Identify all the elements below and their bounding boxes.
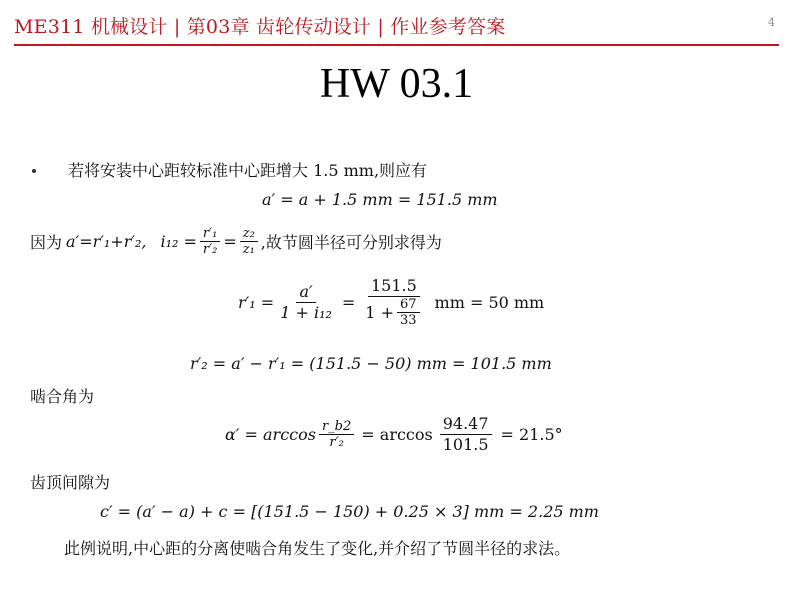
intro-text: 若将安装中心距较标准中心距增大 1.5 mm,则应有 [68, 161, 428, 180]
eq3-fraction-symbolic-numerator: a′ [296, 282, 315, 303]
eq5-fraction-symbolic-denominator: r′₂ [329, 435, 344, 450]
ratio-line-radius-sum: a′=r′₁+r′₂, [66, 232, 147, 251]
equation-clearance: c′ = (a′ − a) + c = [(151.5 − 150) + 0.25 × 3] mm = 2.25 mm [100, 502, 599, 521]
eq3-denominator-prefix: 1 + [365, 302, 394, 322]
eq3-fraction-numeric-denominator [362, 297, 425, 328]
equation-center-distance: a′ = a + 1.5 mm = 151.5 mm [262, 190, 498, 209]
eq3-lhs: r′₁ = [238, 292, 275, 312]
ratio-line-i12: i₁₂ = [160, 232, 197, 251]
ratio-fraction-radii-denominator: r′₂ [202, 242, 218, 257]
header-divider [14, 44, 779, 46]
equation-pitch-radius-1 [238, 276, 544, 328]
bullet-icon [32, 169, 36, 173]
eq3-inner-numerator: 67 [397, 297, 420, 313]
eq3-inner-fraction [397, 297, 420, 328]
ratio-line-suffix: ,故节圆半径可分别求得为 [260, 233, 442, 252]
ratio-line-equals: = [223, 232, 237, 251]
eq3-rhs: mm = 50 mm [434, 292, 545, 312]
eq3-fraction-numeric [362, 276, 425, 328]
eq5-fraction-numeric [440, 414, 492, 455]
eq3-equals: = [341, 292, 356, 312]
eq5-fraction-numeric-numerator: 94.47 [440, 414, 492, 435]
ratio-fraction-teeth-denominator: z₁ [242, 242, 255, 257]
page-number: 4 [768, 16, 775, 29]
mesh-angle-label: 啮合角为 [30, 387, 95, 406]
ratio-line-prefix: 因为 [30, 233, 63, 252]
equation-pitch-radius-2: r′₂ = a′ − r′₁ = (151.5 − 50) mm = 101.5 mm [190, 354, 552, 373]
ratio-fraction-teeth [240, 226, 258, 257]
eq3-fraction-numeric-numerator: 151.5 [368, 276, 420, 297]
ratio-line [30, 226, 442, 257]
eq5-fraction-symbolic-numerator: r_b2 [319, 419, 354, 435]
eq5-lhs: α′ = arccos [225, 425, 316, 444]
slide-header [0, 0, 793, 46]
clearance-label: 齿顶间隙为 [30, 473, 111, 492]
course-header-title: ME311 机械设计 | 第03章 齿轮传动设计 | 作业参考答案 [14, 16, 506, 38]
eq5-fraction-symbolic [319, 419, 354, 450]
ratio-fraction-radii [200, 226, 220, 257]
eq3-fraction-symbolic [277, 282, 335, 323]
eq5-mid: = arccos [361, 425, 433, 444]
conclusion-text: 此例说明,中心距的分离使啮合角发生了变化,并介绍了节圆半径的求法。 [64, 539, 571, 558]
eq5-rhs: = 21.5° [500, 425, 563, 444]
eq3-fraction-symbolic-denominator: 1 + i₁₂ [280, 302, 332, 322]
eq5-fraction-numeric-denominator: 101.5 [442, 435, 489, 454]
eq3-inner-denominator: 33 [399, 313, 417, 328]
ratio-fraction-radii-numerator: r′₁ [200, 226, 220, 242]
equation-mesh-angle [225, 414, 563, 455]
slide-title: HW 03.1 [319, 61, 474, 107]
ratio-fraction-teeth-numerator: z₂ [240, 226, 258, 242]
